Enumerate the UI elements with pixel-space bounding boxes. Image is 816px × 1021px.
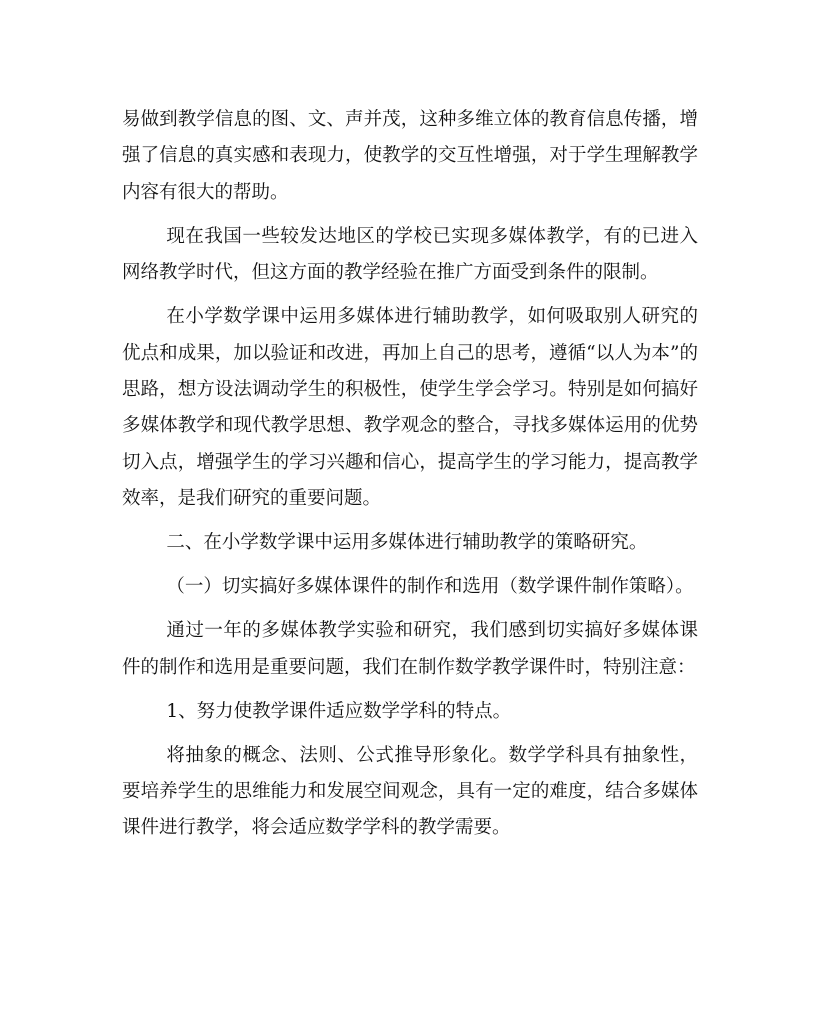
paragraph-experiment: 通过一年的多媒体教学实验和研究，我们感到切实搞好多媒体课件的制作和选用是重要问题，我们在制作数学教学课件时，特别注意： <box>122 620 698 678</box>
paragraph-research-question: 在小学数学课中运用多媒体进行辅助教学，如何吸取别人研究的优点和成果，加以验证和改进，再加上自己的思考，遵循“以人为本”的思路，想方设法调动学生的积极性，使学生学会学习。特别是如何搞好多媒体教学和现代教学思想、教学观念的整合，寻找多媒体运用的优势切入点，增强学生的学习兴趣和信心，提高学生的学习能力，提高教学效率，是我们研究的重要问题。 <box>122 306 698 510</box>
subsection-heading-courseware: （一）切实搞好多媒体课件的制作和选用（数学课件制作策略）。 <box>166 576 694 598</box>
paragraph-continuation: 易做到教学信息的图、文、声并茂，这种多维立体的教育信息传播，增强了信息的真实感和表现力，使教学的交互性增强，对于学生理解教学内容有很大的帮助。 <box>122 109 698 203</box>
paragraph-abstract-concepts: 将抽象的概念、法则、公式推导形象化。数学学科具有抽象性，要培养学生的思维能力和发展空间观念，具有一定的难度，结合多媒体课件进行教学，将会适应数学学科的教学需要。 <box>122 744 698 839</box>
document-body <box>122 102 698 854</box>
point-heading-1: 1、努力使教学课件适应数学学科的特点。 <box>166 700 512 722</box>
paragraph-current-situation: 现在我国一些较发达地区的学校已实现多媒体教学，有的已进入网络教学时代，但这方面的教学经验在推广方面受到条件的限制。 <box>122 225 698 284</box>
section-heading-strategy: 二、在小学数学课中运用多媒体进行辅助教学的策略研究。 <box>166 532 648 554</box>
